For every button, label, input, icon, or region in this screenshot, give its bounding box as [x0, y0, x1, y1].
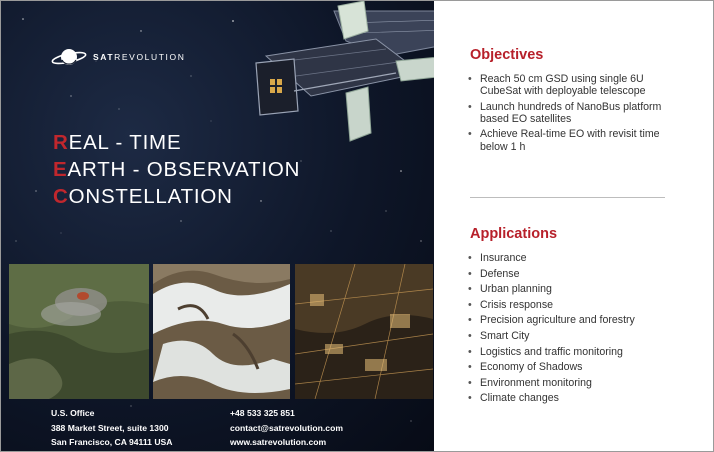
- brand-logo: [51, 47, 185, 67]
- list-item: • Defense: [468, 267, 635, 283]
- section-divider: [470, 197, 665, 198]
- headline-line-3: CONSTELLATION: [53, 185, 233, 208]
- objectives-heading: Objectives: [470, 47, 544, 63]
- brand-name: SATREVOLUTION: [93, 52, 186, 62]
- list-item: • Logistics and traffic monitoring: [468, 345, 635, 361]
- phone-number[interactable]: +48 533 325 851: [230, 408, 295, 418]
- list-item: • Reach 50 cm GSD using single 6U CubeSat with deployable telescope: [468, 73, 683, 97]
- list-item: • Economy of Shadows: [468, 360, 635, 376]
- website-link[interactable]: www.satrevolution.com: [230, 437, 327, 447]
- list-item: • Environment monitoring: [468, 376, 635, 392]
- list-item: • Precision agriculture and forestry: [468, 313, 635, 329]
- list-item: • Achieve Real-time EO with revisit time below 1 h: [468, 128, 683, 152]
- applications-heading: Applications: [470, 226, 558, 242]
- list-item: • Crisis response: [468, 298, 635, 314]
- space-panel: [1, 1, 434, 451]
- applications-list: [468, 251, 635, 407]
- glacier-mountains-aerial-image: [153, 264, 290, 399]
- headline: [53, 129, 300, 210]
- office-address: [51, 406, 172, 450]
- headline-line-2: EARTH - OBSERVATION: [53, 158, 301, 181]
- email-link[interactable]: contact@satrevolution.com: [230, 422, 343, 433]
- list-item: • Launch hundreds of NanoBus platform based EO satellites: [468, 101, 683, 125]
- office-city: San Francisco, CA 94111 USA: [51, 437, 173, 447]
- list-item: • Climate changes: [468, 391, 635, 407]
- headline-line-1: REAL - TIME: [53, 131, 182, 154]
- city-night-aerial-image: [295, 264, 433, 399]
- list-item: • Urban planning: [468, 282, 635, 298]
- office-street: 388 Market Street, suite 1300: [51, 422, 169, 433]
- office-label: U.S. Office: [51, 408, 95, 418]
- list-item: • Smart City: [468, 329, 635, 345]
- contact-details: [230, 406, 343, 450]
- objectives-list: [468, 73, 683, 156]
- list-item: • Insurance: [468, 251, 635, 267]
- wildfire-aerial-image: [9, 264, 149, 399]
- planet-orbit-icon: [51, 47, 87, 67]
- info-panel: [434, 1, 713, 451]
